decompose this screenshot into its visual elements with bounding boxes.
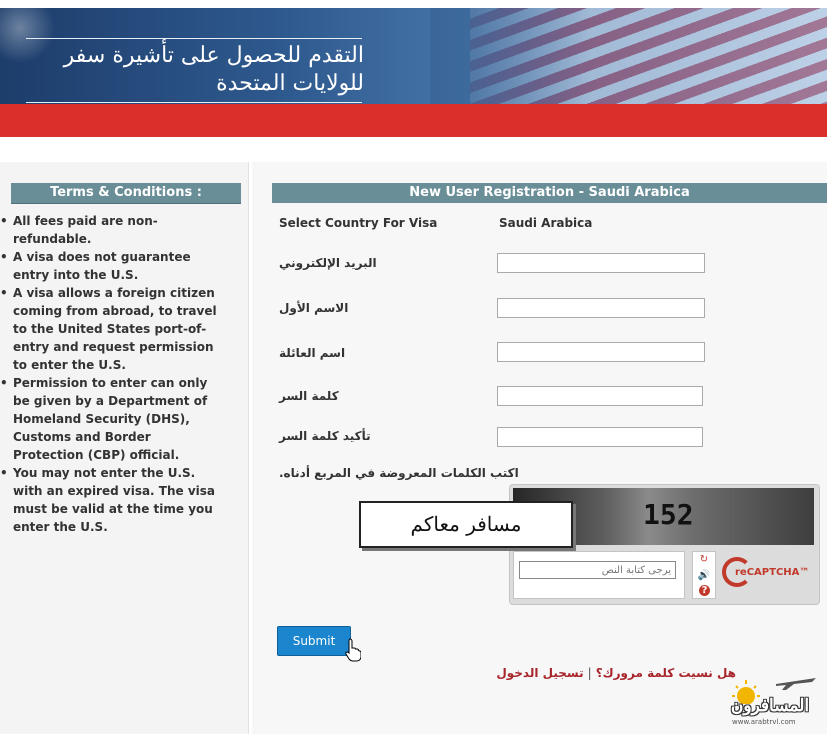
account-links xyxy=(496,666,736,680)
banner-fade xyxy=(430,8,590,104)
watermark-url: www.arabtrvl.com xyxy=(732,718,796,726)
terms-item: • A visa allows a foreign citizen coming from abroad, to travel to the United States port-of-entry and request permission to enter the U.S. xyxy=(0,284,222,374)
banner-title xyxy=(24,42,364,98)
confirm-password-field[interactable] xyxy=(497,427,703,447)
terms-heading: Terms & Conditions : xyxy=(11,183,241,204)
refresh-icon[interactable]: ↻ xyxy=(699,554,709,565)
red-stripe xyxy=(0,104,827,137)
password-field[interactable] xyxy=(497,386,703,406)
forgot-password-link[interactable]: هل نسيت كلمة مرورك؟ xyxy=(595,666,736,680)
login-link[interactable]: تسجيل الدخول xyxy=(496,666,584,680)
overlay-label: مسافر معاكم xyxy=(359,501,573,548)
help-icon[interactable]: ? xyxy=(699,585,710,596)
recaptcha-logo xyxy=(722,557,817,595)
hand-cursor-icon xyxy=(345,638,361,662)
last-name-field[interactable] xyxy=(497,342,705,362)
email-label: البريد الإلكتروني xyxy=(279,256,377,270)
terms-item: • A visa does not guarantee entry into the U.S. xyxy=(0,248,222,284)
watermark-logo xyxy=(716,670,822,728)
terms-item: • All fees paid are non-refundable. xyxy=(0,212,222,248)
confirm-password-label: تأكيد كلمة السر xyxy=(279,429,371,443)
first-name-label: الاسم الأول xyxy=(279,301,349,315)
banner-divider-bottom xyxy=(26,102,362,103)
header-banner xyxy=(0,8,827,104)
submit-button[interactable]: Submit xyxy=(277,626,351,656)
country-label: Select Country For Visa xyxy=(279,216,438,230)
registration-heading: New User Registration - Saudi Arabica xyxy=(272,183,827,203)
captcha-controls xyxy=(692,551,716,599)
recaptcha-logo-text: reCAPTCHA™ xyxy=(735,567,810,578)
audio-icon[interactable]: 🔊 xyxy=(697,570,711,581)
last-name-label: اسم العائلة xyxy=(279,346,346,360)
watermark-text: المسافرون xyxy=(730,696,810,716)
banner-title-line1: التقدم للحصول على تأشيرة سفر xyxy=(63,43,364,68)
terms-item: • Permission to enter can only be given by a Department of Homeland Security (DHS), Customs and Border Protection (CBP) official. xyxy=(0,374,222,464)
captcha-instruction: اكتب الكلمات المعروضة في المربع أدناه. xyxy=(279,466,519,480)
terms-item: • You may not enter the U.S. with an expired visa. The visa must be valid at the time you enter the U.S. xyxy=(0,464,222,536)
password-label: كلمة السر xyxy=(279,389,339,403)
captcha-input[interactable] xyxy=(519,561,676,579)
country-value: Saudi Arabica xyxy=(499,216,593,230)
captcha-image-text: 152 xyxy=(643,498,694,531)
email-field[interactable] xyxy=(497,253,705,273)
banner-title-line2: للولايات المتحدة xyxy=(216,71,364,96)
links-separator: | xyxy=(587,666,592,680)
terms-list xyxy=(0,212,222,536)
banner-divider-top xyxy=(26,38,362,39)
first-name-field[interactable] xyxy=(497,298,705,318)
